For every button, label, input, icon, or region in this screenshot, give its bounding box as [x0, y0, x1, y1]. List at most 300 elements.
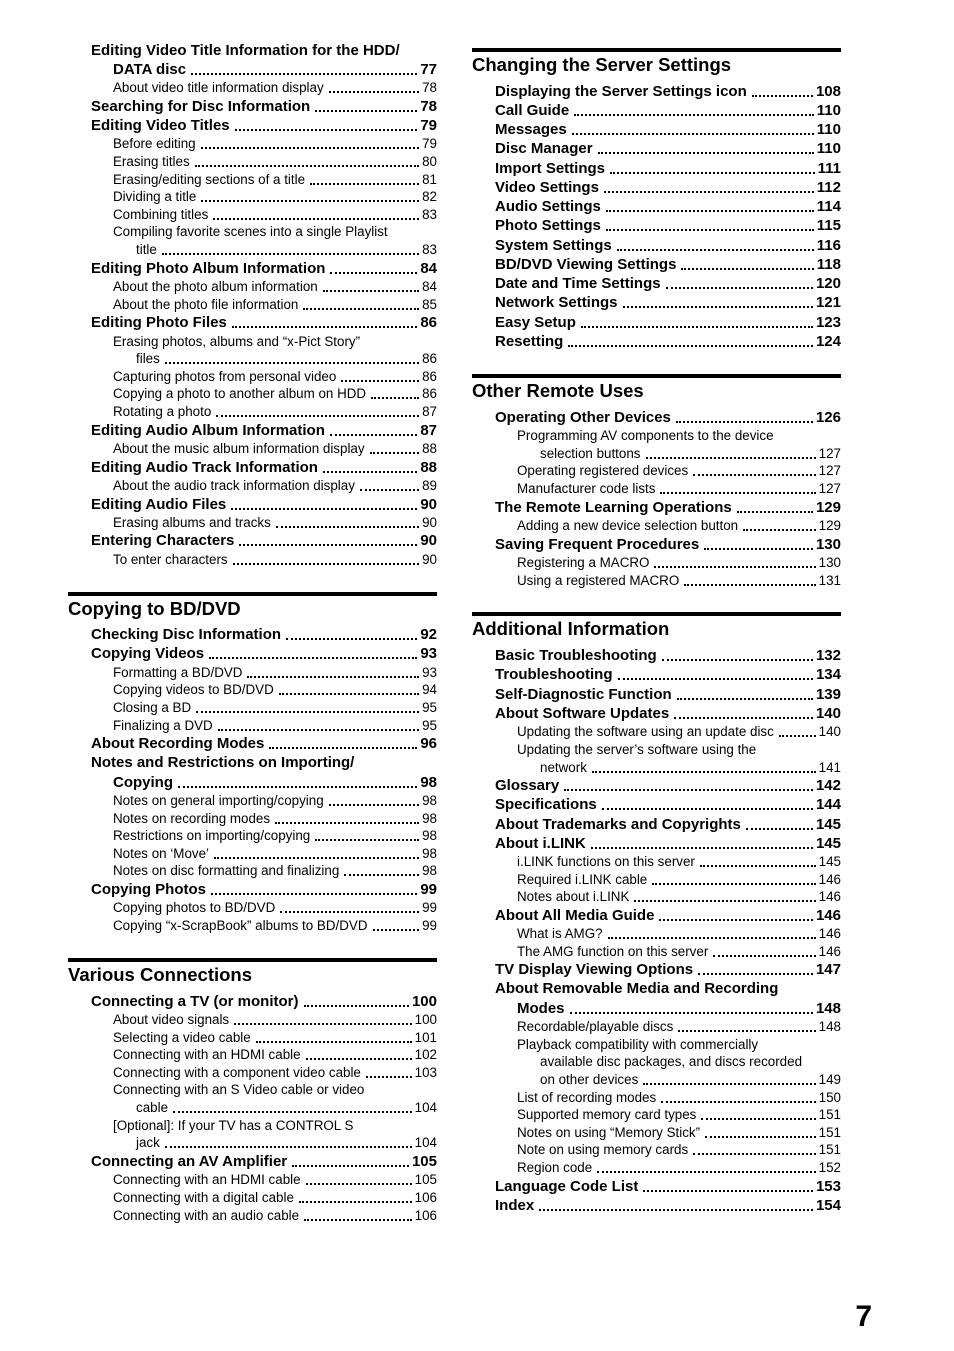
toc-entry-title: Connecting with an HDMI cable	[113, 1172, 301, 1187]
toc-entry-page: 151	[818, 1107, 841, 1122]
toc-entry	[517, 1124, 841, 1142]
dot-leader	[191, 73, 417, 75]
toc-entry	[517, 853, 841, 871]
toc-entry	[91, 993, 437, 1011]
toc-entry-page: 127	[818, 446, 841, 461]
toc-entry	[495, 217, 841, 235]
toc-entry-page: 98	[422, 811, 437, 826]
toc-entry	[113, 681, 437, 699]
dot-leader	[232, 326, 417, 328]
toc-entry-title: network	[540, 760, 587, 775]
toc-entry	[113, 514, 437, 532]
toc-entry-page: 84	[422, 279, 437, 294]
section-title: Other Remote Uses	[472, 380, 644, 401]
dot-leader	[713, 955, 815, 957]
dot-leader	[604, 191, 814, 193]
toc-entry	[517, 517, 841, 535]
dot-leader	[643, 1083, 815, 1085]
toc-entry-page: 151	[818, 1142, 841, 1157]
toc-entry	[517, 1018, 841, 1036]
toc-entry-page: 114	[816, 198, 841, 215]
toc-entry	[495, 294, 841, 312]
section-title: Various Connections	[68, 964, 253, 985]
toc-entry	[113, 135, 437, 153]
toc-entry	[495, 705, 841, 723]
toc-entry-page: 129	[818, 518, 841, 533]
toc-entry-page: 116	[816, 237, 841, 254]
toc-entry	[517, 480, 841, 498]
dot-leader	[659, 919, 813, 921]
toc-entry-title: About Removable Media and Recording	[495, 980, 779, 997]
dot-leader	[743, 529, 816, 531]
toc-entry-line	[113, 333, 437, 351]
section-title: Copying to BD/DVD	[68, 598, 241, 619]
toc-entry-page: 149	[818, 1072, 841, 1087]
toc-entry-title: Erasing/editing sections of a title	[113, 172, 306, 187]
toc-entry-title: Language Code List	[495, 1178, 639, 1195]
toc-entry	[113, 477, 437, 495]
toc-entry-title: Notes on ‘Move’	[113, 846, 210, 861]
toc-entry-title: Editing Audio Album Information	[91, 422, 325, 439]
dot-leader	[323, 290, 419, 292]
toc-entry-title: Restrictions on importing/copying	[113, 828, 311, 843]
dot-leader	[623, 306, 813, 308]
dot-leader	[737, 511, 813, 513]
toc-entry-page: 99	[422, 900, 437, 915]
toc-entry-title: Connecting with an audio cable	[113, 1208, 300, 1223]
toc-entry-page: 110	[816, 140, 841, 157]
toc-entry-page: 123	[815, 314, 841, 331]
section-rule	[472, 612, 841, 616]
toc-entry-page: 85	[422, 297, 437, 312]
dot-leader	[269, 747, 417, 749]
dot-leader	[677, 698, 813, 700]
toc-entry-title: Copying Videos	[91, 645, 205, 662]
dot-leader	[323, 471, 417, 473]
toc-entry-title: Displaying the Server Settings icon	[495, 83, 747, 100]
toc-entry-title: Supported memory card types	[517, 1107, 697, 1122]
toc-entry-page: 132	[815, 647, 841, 664]
toc-entry	[495, 333, 841, 351]
toc-entry-line	[113, 223, 437, 241]
toc-entry-page: 144	[815, 796, 841, 813]
toc-entry-title: Capturing photos from personal video	[113, 369, 337, 384]
dot-leader	[162, 253, 419, 255]
toc-entry-title: jack	[136, 1135, 160, 1150]
dot-leader	[564, 789, 813, 791]
dot-leader	[660, 492, 815, 494]
toc-entry	[113, 827, 437, 845]
toc-entry-title: title	[136, 242, 157, 257]
toc-entry-page: 154	[815, 1197, 841, 1214]
section-rule	[472, 48, 841, 52]
section-rule	[68, 958, 437, 962]
toc-entry-title: Finalizing a DVD	[113, 718, 213, 733]
dot-leader	[306, 1058, 412, 1060]
toc-entry	[540, 445, 841, 463]
toc-entry-title: The AMG function on this server	[517, 944, 709, 959]
toc-entry-page: 99	[422, 918, 437, 933]
toc-entry	[113, 792, 437, 810]
toc-entry-page: 140	[815, 705, 841, 722]
section-rule	[472, 374, 841, 378]
dot-leader	[617, 249, 814, 251]
toc-entry-page: 88	[422, 441, 437, 456]
page-number: 7	[855, 1300, 872, 1333]
dot-leader	[315, 110, 417, 112]
toc-entry	[113, 664, 437, 682]
toc-entry	[91, 1153, 437, 1171]
dot-leader	[606, 210, 814, 212]
toc-entry-page: 78	[422, 80, 437, 95]
dot-leader	[373, 929, 420, 931]
toc-entry-page: 82	[422, 189, 437, 204]
toc-entry-title: BD/DVD Viewing Settings	[495, 256, 677, 273]
toc-entry-page: 77	[420, 61, 437, 78]
toc-entry	[495, 1178, 841, 1196]
toc-entry-page: 115	[816, 217, 841, 234]
toc-entry-title: About the photo file information	[113, 297, 299, 312]
toc-entry-title: Rotating a photo	[113, 404, 212, 419]
toc-entry-title: Checking Disc Information	[91, 626, 282, 643]
toc-entry	[136, 1134, 437, 1152]
toc-entry-page: 153	[815, 1178, 841, 1195]
toc-entry-title: Editing Audio Files	[91, 496, 227, 513]
toc-entry-page: 146	[818, 926, 841, 941]
toc-entry-title: Easy Setup	[495, 314, 576, 331]
toc-entry-title: cable	[136, 1100, 169, 1115]
toc-entry	[495, 275, 841, 293]
toc-entry-title: Date and Time Settings	[495, 275, 661, 292]
toc-entry	[495, 499, 841, 517]
toc-entry-title: About i.LINK	[495, 835, 586, 852]
toc-entry-page: 110	[816, 102, 841, 119]
dot-leader	[678, 1030, 815, 1032]
dot-leader	[570, 1012, 813, 1014]
dot-leader	[299, 1201, 412, 1203]
dot-leader	[568, 345, 813, 347]
toc-entry-page: 102	[414, 1047, 437, 1062]
dot-leader	[234, 1023, 412, 1025]
toc-entry-line	[517, 427, 841, 445]
toc-entry-page: 95	[422, 700, 437, 715]
toc-entry-title: Self-Diagnostic Function	[495, 686, 672, 703]
toc-entry-title: About the audio track information display	[113, 478, 355, 493]
toc-entry-title: Erasing albums and tracks	[113, 515, 271, 530]
dot-leader	[597, 1171, 815, 1173]
toc-entry-title: About Trademarks and Copyrights	[495, 816, 741, 833]
dot-leader	[676, 421, 813, 423]
toc-entry	[495, 835, 841, 853]
toc-entry-page: 81	[422, 172, 437, 187]
dot-leader	[196, 711, 419, 713]
toc-entry-page: 84	[420, 260, 437, 277]
toc-entry-title: on other devices	[540, 1072, 639, 1087]
toc-entry	[113, 1171, 437, 1189]
dot-leader	[698, 973, 813, 975]
toc-entry-page: 134	[815, 666, 841, 683]
toc-entry-page: 112	[816, 179, 841, 196]
toc-entry	[91, 98, 437, 116]
toc-entry	[91, 260, 437, 278]
dot-leader	[276, 526, 419, 528]
toc-entry	[113, 171, 437, 189]
toc-entry-title: What is AMG?	[517, 926, 603, 941]
toc-entry-title: Copying Photos	[91, 881, 206, 898]
toc-entry-title: Copying photos to BD/DVD	[113, 900, 276, 915]
toc-entry-page: 127	[818, 481, 841, 496]
toc-entry	[495, 140, 841, 158]
dot-leader	[752, 95, 813, 97]
toc-entry	[113, 61, 437, 79]
toc-entry-title: Updating the server’s software using the	[517, 742, 757, 757]
toc-entry-page: 130	[815, 536, 841, 553]
toc-entry	[495, 160, 841, 178]
dot-leader	[371, 397, 419, 399]
dot-leader	[306, 1183, 412, 1185]
toc-entry	[113, 899, 437, 917]
toc-entry	[91, 314, 437, 332]
toc-entry-title: Required i.LINK cable	[517, 872, 648, 887]
toc-entry-page: 147	[815, 961, 841, 978]
dot-leader	[779, 735, 816, 737]
toc-entry-title: Editing Video Title Information for the HDD/	[91, 42, 400, 59]
toc-entry-title: Copying “x-ScrapBook” albums to BD/DVD	[113, 918, 368, 933]
dot-leader	[195, 165, 419, 167]
toc-entry	[517, 888, 841, 906]
toc-entry	[91, 496, 437, 514]
toc-entry-page: 90	[422, 552, 437, 567]
toc-entry-title: Editing Audio Track Information	[91, 459, 318, 476]
toc-entry	[113, 717, 437, 735]
toc-entry-title: Modes	[517, 1000, 565, 1017]
toc-entry-title: Troubleshooting	[495, 666, 613, 683]
toc-entry-title: About All Media Guide	[495, 907, 655, 924]
toc-entry-title: List of recording modes	[517, 1090, 657, 1105]
toc-entry	[91, 735, 437, 753]
toc-entry	[113, 810, 437, 828]
dot-leader	[662, 659, 813, 661]
toc-entry	[113, 385, 437, 403]
toc-entry-title: Editing Video Titles	[91, 117, 230, 134]
toc-entry-page: 142	[815, 777, 841, 794]
toc-entry-title: About the music album information display	[113, 441, 365, 456]
toc-entry-page: 96	[420, 735, 437, 752]
toc-entry-title: About Software Updates	[495, 705, 670, 722]
toc-entry-page: 94	[422, 682, 437, 697]
toc-entry-title: System Settings	[495, 237, 612, 254]
toc-entry-page: 110	[816, 121, 841, 138]
section-rule	[68, 592, 437, 596]
toc-entry	[540, 759, 841, 777]
toc-entry-title: Closing a BD	[113, 700, 192, 715]
dot-leader	[681, 268, 813, 270]
toc-entry	[113, 1011, 437, 1029]
toc-entry	[495, 961, 841, 979]
toc-entry-line	[91, 754, 437, 772]
toc-entry-title: Updating the software using an update disc	[517, 724, 774, 739]
toc-entry	[517, 1000, 841, 1018]
toc-entry-title: Video Settings	[495, 179, 599, 196]
toc-entry-title: About the photo album information	[113, 279, 318, 294]
toc-entry	[91, 532, 437, 550]
toc-entry-title: Notes on general importing/copying	[113, 793, 324, 808]
toc-entry	[91, 881, 437, 899]
toc-entry-page: 79	[420, 117, 437, 134]
toc-entry-page: 145	[818, 854, 841, 869]
toc-entry-page: 150	[818, 1090, 841, 1105]
dot-leader	[173, 1111, 412, 1113]
toc-entry	[495, 666, 841, 684]
dot-leader	[201, 147, 419, 149]
dot-leader	[310, 183, 419, 185]
toc-entry	[113, 862, 437, 880]
dot-leader	[592, 771, 816, 773]
toc-entry	[517, 1089, 841, 1107]
toc-entry-page: 89	[422, 478, 437, 493]
toc-entry-title: available disc packages, and discs recorded	[540, 1054, 803, 1069]
toc-entry-title: Recordable/playable discs	[517, 1019, 674, 1034]
toc-entry	[113, 403, 437, 421]
dot-leader	[746, 828, 813, 830]
toc-entry-title: TV Display Viewing Options	[495, 961, 694, 978]
toc-entry-title: Basic Troubleshooting	[495, 647, 657, 664]
toc-entry-line	[495, 980, 841, 998]
toc-entry-title: Note on using memory cards	[517, 1142, 689, 1157]
toc-entry-line	[113, 1117, 437, 1135]
dot-leader	[330, 272, 417, 274]
toc-entry-page: 131	[818, 573, 841, 588]
toc-entry-page: 139	[815, 686, 841, 703]
toc-entry-page: 83	[422, 207, 437, 222]
toc-entry-page: 111	[817, 160, 841, 177]
toc-entry-page: 86	[422, 351, 437, 366]
toc-entry-page: 87	[420, 422, 437, 439]
toc-entry-page: 145	[815, 816, 841, 833]
toc-entry-page: 78	[420, 98, 437, 115]
toc-entry	[495, 102, 841, 120]
toc-entry-page: 151	[818, 1125, 841, 1140]
dot-leader	[304, 1219, 412, 1221]
toc-entry	[517, 943, 841, 961]
toc-entry	[91, 645, 437, 663]
toc-section	[472, 612, 841, 1214]
dot-leader	[661, 1101, 815, 1103]
dot-leader	[330, 434, 417, 436]
toc-entry	[91, 626, 437, 644]
toc-entry-title: Using a registered MACRO	[517, 573, 680, 588]
toc-entry	[113, 79, 437, 97]
toc-entry	[136, 1099, 437, 1117]
toc-entry-page: 127	[818, 463, 841, 478]
toc-entry	[113, 1029, 437, 1047]
toc-entry-title: Combining titles	[113, 207, 209, 222]
dot-leader	[652, 883, 815, 885]
toc-entry-page: 141	[818, 760, 841, 775]
toc-entry-title: selection buttons	[540, 446, 641, 461]
dot-leader	[684, 584, 815, 586]
toc-entry-title: Connecting an AV Amplifier	[91, 1153, 288, 1170]
toc-entry-page: 83	[422, 242, 437, 257]
toc-entry	[113, 1046, 437, 1064]
dot-leader	[572, 133, 814, 135]
section-title: Changing the Server Settings	[472, 54, 732, 75]
toc-entry-page: 80	[422, 154, 437, 169]
toc-entry-line	[113, 1081, 437, 1099]
toc-entry	[495, 237, 841, 255]
toc-entry-title: Disc Manager	[495, 140, 593, 157]
dot-leader	[602, 808, 813, 810]
toc-entry	[113, 368, 437, 386]
toc-entry-title: Notes about i.LINK	[517, 889, 630, 904]
toc-entry-page: 105	[411, 1153, 437, 1170]
dot-leader	[646, 457, 816, 459]
toc-entry-page: 101	[414, 1030, 437, 1045]
toc-entry	[495, 121, 841, 139]
toc-entry	[495, 1197, 841, 1215]
toc-entry-page: 98	[420, 774, 437, 791]
dot-leader	[213, 218, 419, 220]
toc-entry-title: DATA disc	[113, 61, 187, 78]
toc-entry-title: Photo Settings	[495, 217, 601, 234]
toc-entry-page: 98	[422, 828, 437, 843]
toc-entry	[113, 917, 437, 935]
dot-leader	[643, 1190, 813, 1192]
toc-entry	[495, 686, 841, 704]
dot-leader	[239, 544, 417, 546]
toc-entry-page: 118	[816, 256, 841, 273]
toc-entry-page: 100	[411, 993, 437, 1010]
toc-entry	[113, 206, 437, 224]
dot-leader	[178, 786, 417, 788]
dot-leader	[280, 911, 419, 913]
dot-leader	[214, 857, 419, 859]
toc-entry-page: 99	[420, 881, 437, 898]
toc-entry-page: 92	[420, 626, 437, 643]
dot-leader	[693, 474, 815, 476]
toc-entry-page: 129	[815, 499, 841, 516]
dot-leader	[303, 308, 419, 310]
toc-entry-page: 108	[815, 83, 841, 100]
toc-section	[68, 958, 437, 1223]
toc-entry-page: 100	[414, 1012, 437, 1027]
toc-entry-title: Adding a new device selection button	[517, 518, 739, 533]
toc-entry-page: 152	[818, 1160, 841, 1175]
toc-entry-title: About video title information display	[113, 80, 324, 95]
toc-entry-title: Glossary	[495, 777, 560, 794]
toc-entry	[517, 723, 841, 741]
toc-entry-title: Connecting with an HDMI cable	[113, 1047, 301, 1062]
toc-entry-title: Compiling favorite scenes into a single Playlist	[113, 224, 388, 239]
dot-leader	[292, 1165, 409, 1167]
dot-leader	[341, 380, 419, 382]
dot-leader	[674, 717, 813, 719]
toc-entry-page: 106	[414, 1208, 437, 1223]
dot-leader	[610, 172, 815, 174]
toc-entry	[113, 278, 437, 296]
toc-entry-title: Specifications	[495, 796, 597, 813]
toc-entry	[495, 647, 841, 665]
toc-entry	[495, 409, 841, 427]
dot-leader	[235, 129, 418, 131]
toc-entry-title: Editing Photo Album Information	[91, 260, 326, 277]
dot-leader	[366, 1076, 412, 1078]
toc-entry-title: Manufacturer code lists	[517, 481, 656, 496]
dot-leader	[701, 1118, 815, 1120]
toc-entry-title: Dividing a title	[113, 189, 197, 204]
toc-entry	[113, 153, 437, 171]
toc-entry	[136, 350, 437, 368]
